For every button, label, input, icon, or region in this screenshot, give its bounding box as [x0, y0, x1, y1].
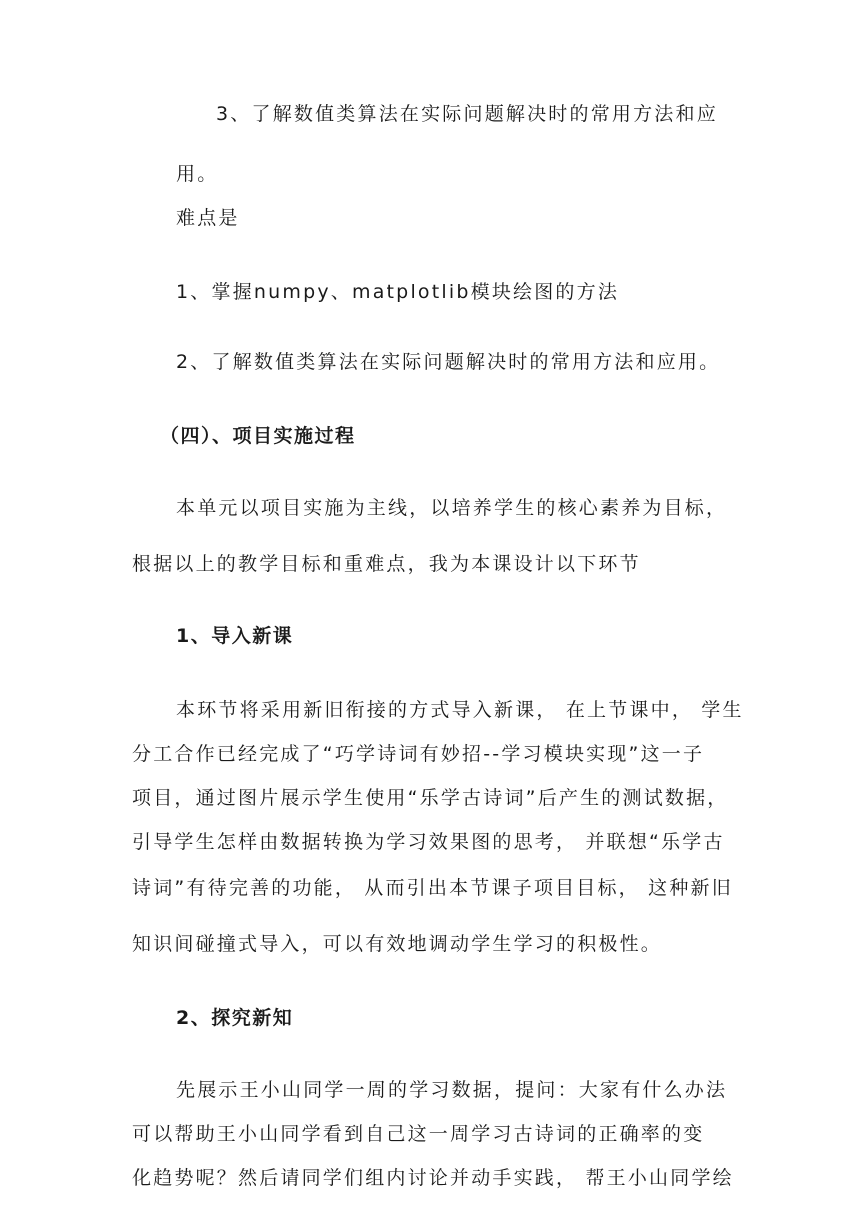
text-line: 可以帮助王小山同学看到自己这一周学习古诗词的正确率的变 [132, 1123, 705, 1145]
text-line: 用。 [176, 163, 219, 185]
text-line: 本环节将采用新旧衔接的方式导入新课， 在上节课中， 学生 [176, 699, 744, 721]
text-line: 诗词”有待完善的功能， 从而引出本节课子项目目标， 这种新旧 [132, 877, 733, 899]
text-line: 1、掌握numpy、matplotlib模块绘图的方法 [176, 281, 620, 303]
text-line: 引导学生怎样由数据转换为学习效果图的思考， 并联想“乐学古 [132, 831, 725, 853]
text-line: 本单元以项目实施为主线，以培养学生的核心素养为目标， [176, 497, 728, 519]
text-line: 根据以上的教学目标和重难点，我为本课设计以下环节 [132, 553, 641, 575]
text-line: 知识间碰撞式导入，可以有效地调动学生学习的积极性。 [132, 933, 663, 955]
text-line: 2、了解数值类算法在实际问题解决时的常用方法和应用。 [176, 351, 721, 373]
text-line: 先展示王小山同学一周的学习数据，提问：大家有什么办法 [176, 1079, 728, 1101]
text-line: 化趋势呢？然后请同学们组内讨论并动手实践， 帮王小山同学绘 [132, 1167, 734, 1189]
text-line: 分工合作已经完成了“巧学诗词有妙招--学习模块实现”这一子 [132, 743, 705, 765]
subsection-heading: 2、探究新知 [176, 1007, 294, 1029]
text-line: 项目，通过图片展示学生使用“乐学古诗词”后产生的测试数据， [132, 787, 729, 809]
subsection-heading: 1、导入新课 [176, 625, 294, 647]
text-line: 3、了解数值类算法在实际问题解决时的常用方法和应 [216, 103, 718, 125]
section-heading: （四）、项目实施过程 [160, 425, 356, 447]
text-line: 难点是 [176, 207, 240, 229]
